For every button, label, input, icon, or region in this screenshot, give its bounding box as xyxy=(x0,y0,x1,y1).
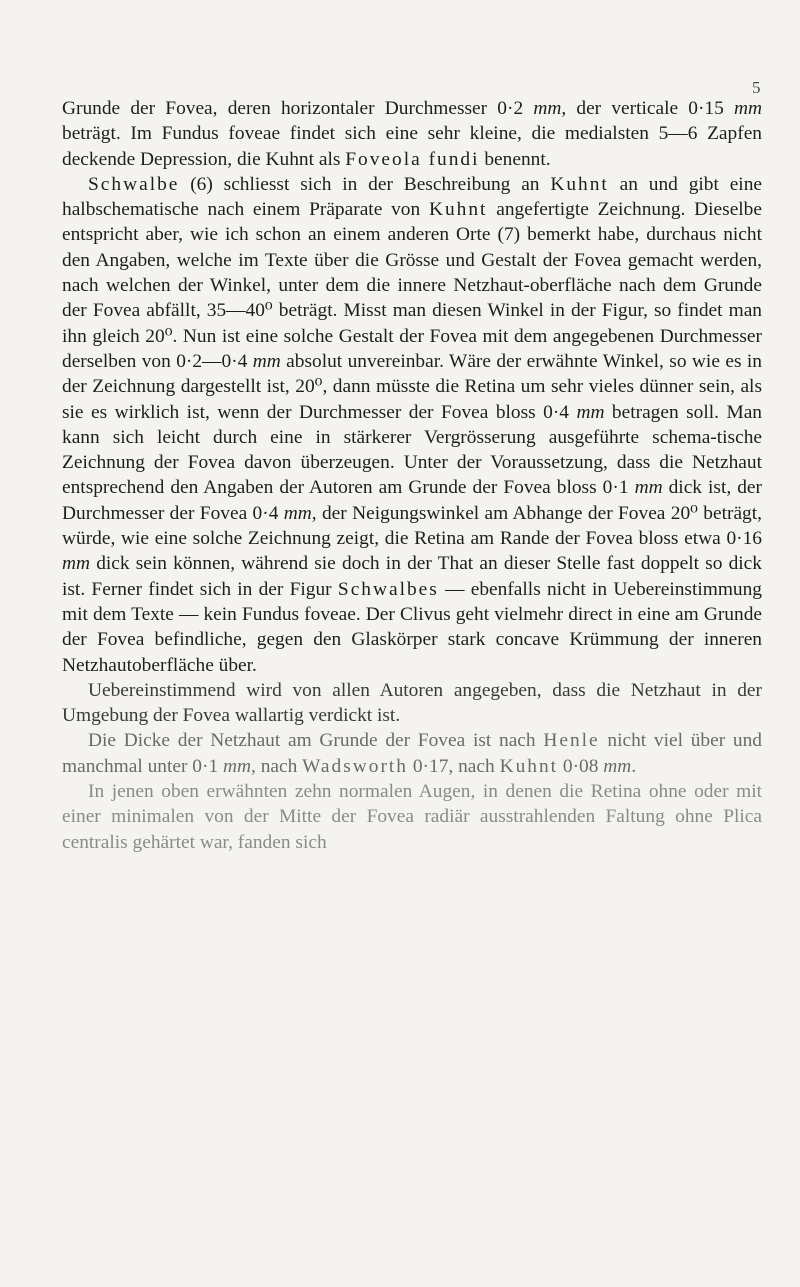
author-name: Kuhnt xyxy=(550,173,609,195)
text-run: angefertigte Zeichnung. Dieselbe entspricht aber, wie ich schon an einem anderen Orte (7) bemerkt habe, durchaus nicht den Angaben, welche im Texte über die Grösse und Gestalt der Fovea gemacht werden, nach welchen der Winkel, unter dem die innere Netzhaut-oberfläche nach dem Grunde der Fovea abfällt, 35—40⁰ beträgt. Misst man diesen Winkel in der Figur, so findet man ihn gleich 20⁰. Nun ist eine solche Gestalt der Fovea mit dem angegebenen Durchmesser derselben von 0·2—0·4 xyxy=(62,199,762,372)
text-run: , der verticale 0·15 xyxy=(561,98,734,119)
paragraph xyxy=(62,678,762,729)
text-run: , der Neigungswinkel am Abhange der Fovea 20⁰ beträgt, würde, wie eine solche Zeichnung zeigt, die Retina am Rande der Fovea bloss etwa 0·16 xyxy=(62,502,762,550)
text-run: Uebereinstimmend wird von allen Autoren angegeben, dass die Netzhaut in der Umgebung der Fovea wallartig verdickt ist. xyxy=(62,679,762,727)
unit: mm xyxy=(634,477,663,499)
text-run: (6) schliesst sich in der Beschreibung an xyxy=(179,173,551,195)
unit: mm xyxy=(62,553,91,575)
text-run: Die Dicke der Netzhaut am Grunde der Fovea ist nach xyxy=(88,730,544,752)
unit: mm xyxy=(223,755,252,777)
text-run: — ebenfalls nicht in Uebereinstimmung mit dem Texte — kein Fundus foveae. Der Clivus geht vielmehr direct in eine am Grunde der Fovea befindliche, gegen den Glaskörper stark concave Krümmung der inneren Netzhautoberfläche über. xyxy=(62,578,762,676)
paragraph xyxy=(62,779,762,855)
text-run: 0·17, nach xyxy=(408,755,500,777)
unit: mm xyxy=(533,98,562,119)
author-name: Schwalbe xyxy=(88,173,180,195)
text-run: In jenen oben erwähnten zehn normalen Augen, in denen die Retina ohne oder mit einer minimalen von der Mitte der Fovea radiär ausstrahlenden Faltung ohne Plica centralis gehärtet war, fanden sich xyxy=(62,781,762,853)
unit: mm xyxy=(733,98,762,119)
author-name: Kuhnt xyxy=(428,199,488,221)
text-run: an und gibt eine halbschematische nach einem Präparate von xyxy=(62,173,762,221)
text-run: 0·08 xyxy=(558,755,604,777)
text-column xyxy=(62,96,762,855)
text-run: dick sein können, während sie doch in der That an dieser Stelle fast doppelt so dick ist. Ferner findet sich in der Figur xyxy=(62,553,762,600)
paragraph xyxy=(62,96,762,172)
text-run: dick ist, der Durchmesser der Fovea 0·4 xyxy=(62,477,762,524)
text-run: nicht viel über und manchmal unter 0·1 xyxy=(62,730,762,777)
unit: mm xyxy=(603,755,632,777)
author-name: Henle xyxy=(543,730,600,752)
text-run: benennt. xyxy=(479,148,551,170)
text-run: absolut unvereinbar. Wäre der erwähnte Winkel, so wie es in der Zeichnung dargestellt ist, 20⁰, dann müsste die Retina um sehr vieles dünner sein, als sie es wirklich ist, wenn der Durchmesser der Fovea bloss 0·4 xyxy=(62,350,762,423)
text-run: Grunde der Fovea, deren horizontaler Durchmesser 0·2 xyxy=(62,98,534,119)
unit: mm xyxy=(576,401,605,423)
author-name: Kuhnt xyxy=(499,755,559,777)
paragraph xyxy=(62,172,762,678)
unit: mm xyxy=(252,350,281,372)
text-run: , nach xyxy=(251,755,303,777)
text-run: beträgt. Im Fundus foveae findet sich eine sehr kleine, die medialsten 5—6 Zapfen deckende Depression, die Kuhnt als xyxy=(62,123,762,170)
page-number: 5 xyxy=(752,78,761,97)
author-name: Schwalbes xyxy=(337,578,439,600)
author-name: Wadsworth xyxy=(302,755,409,777)
paragraph xyxy=(62,728,762,779)
text-run: . xyxy=(631,755,637,777)
text-run: betragen soll. Man kann sich leicht durch eine in stärkerer Vergrösserung ausgeführte schema-tische Zeichnung der Fovea davon überzeugen. Unter der Voraussetzung, dass die Netzhaut entsprechend den Angaben der Autoren am Grunde der Fovea bloss 0·1 xyxy=(62,401,763,499)
author-name: Foveola fundi xyxy=(345,148,480,170)
unit: mm xyxy=(283,502,312,524)
